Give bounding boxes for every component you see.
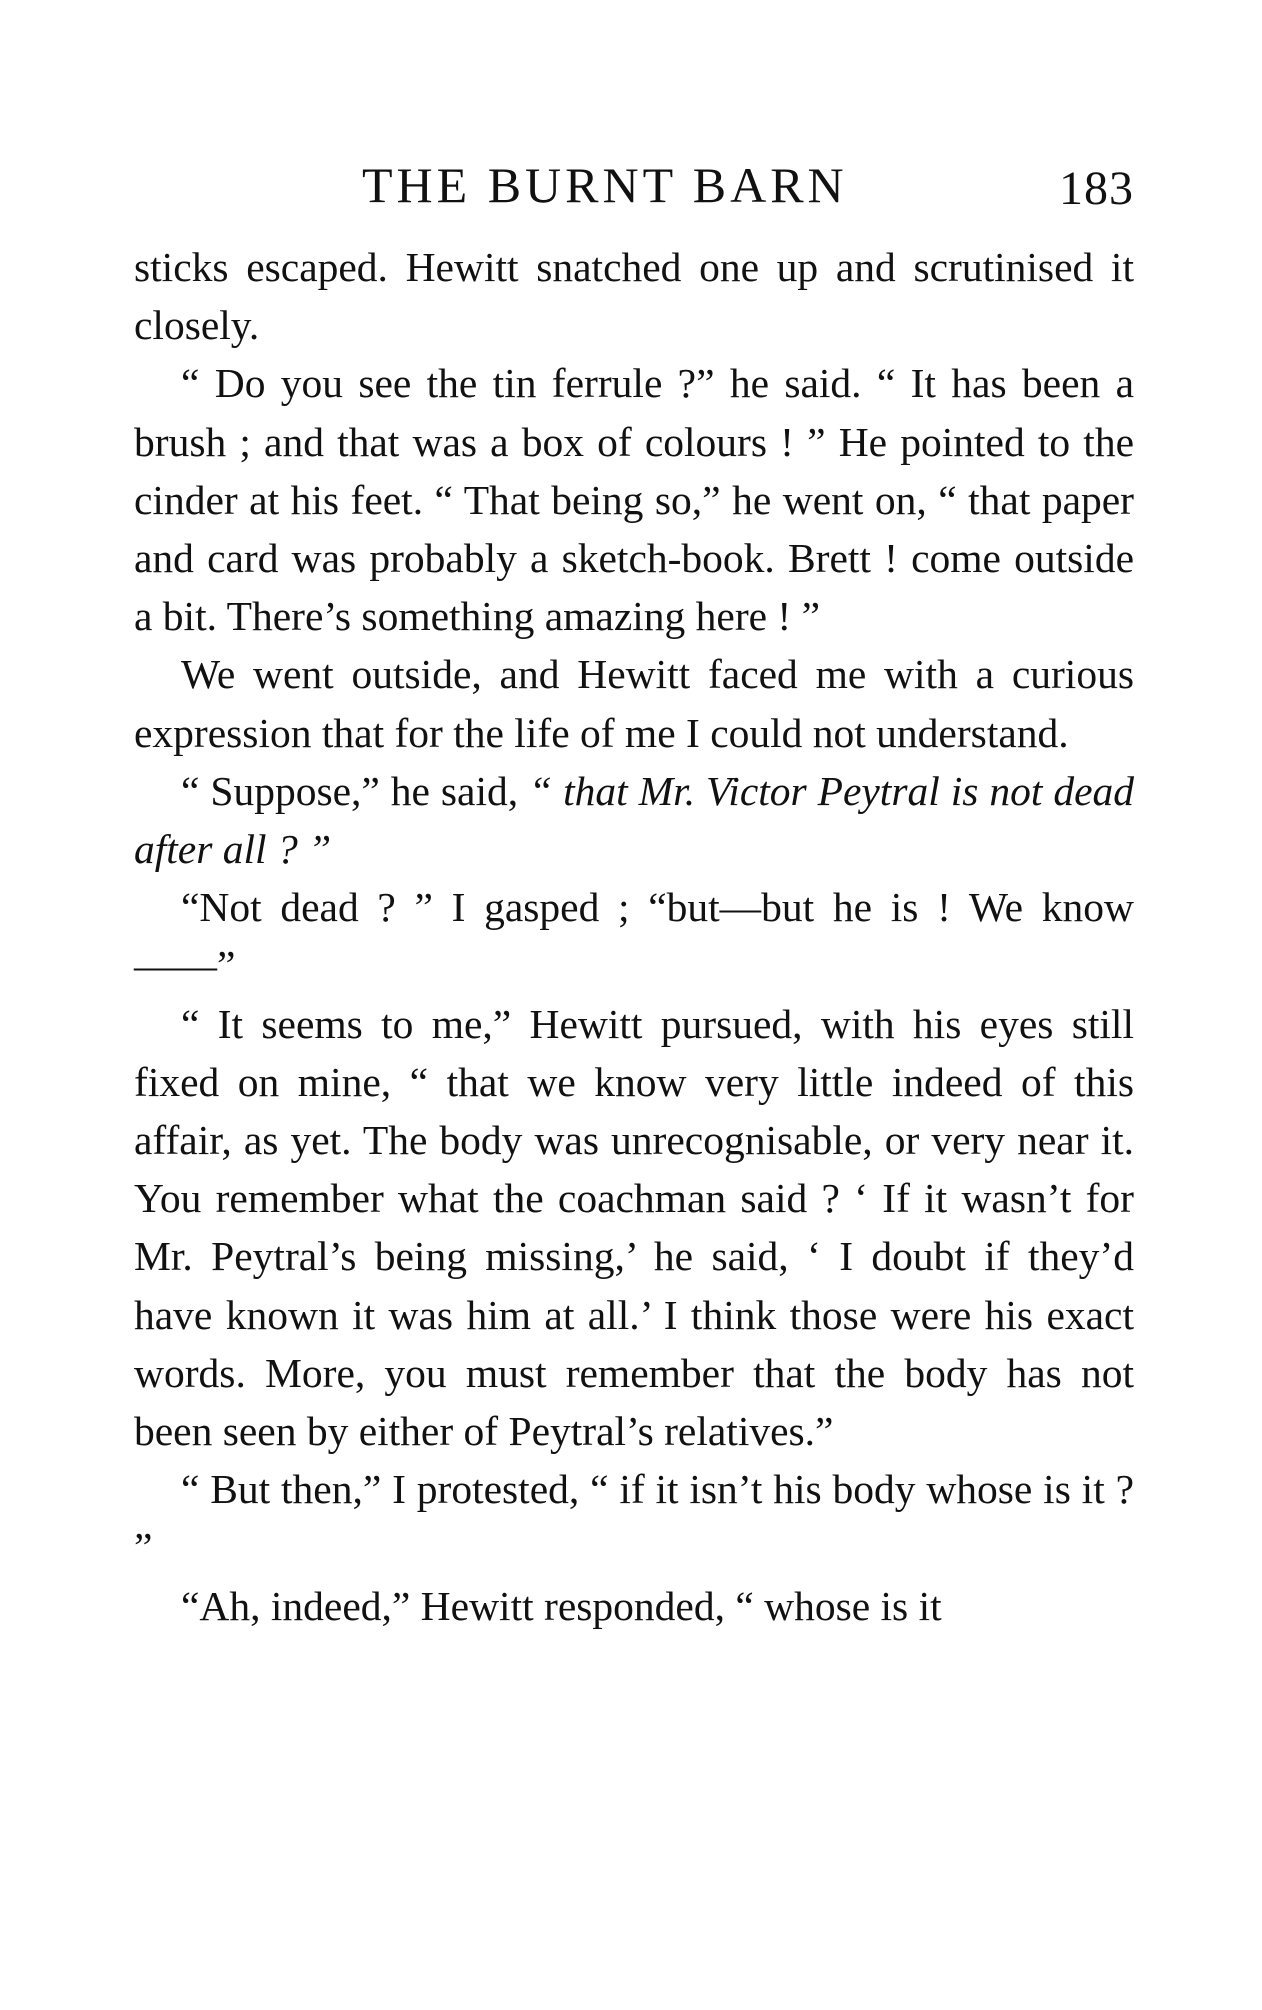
- paragraph: sticks escaped. Hewitt snatched one up and scrutinised it closely.: [134, 244, 1134, 349]
- paragraph: “ But then,” I protested, “ if it isn’t his body whose is it ? ”: [134, 1466, 1134, 1571]
- paragraph: [134, 762, 1134, 878]
- page-number: 183: [1059, 162, 1134, 215]
- running-head: [134, 155, 1134, 215]
- running-title: THE BURNT BARN: [362, 157, 848, 213]
- paragraph: “Not dead ? ” I gasped ; “but—but he is ! We know——”: [134, 884, 1134, 989]
- paragraph: “ Do you see the tin ferrule ?” he said. “ It has been a brush ; and that was a box of colours ! ” He pointed to the cinder at his feet. “ That being so,” he went on, “ that paper and card was probably a sketch-book. Brett ! come outside a bit. There’s something amazing here ! ”: [134, 360, 1134, 640]
- paragraph: We went outside, and Hewitt faced me with a curious expression that for the life of me I could not understand.: [134, 651, 1134, 756]
- body-text: [134, 238, 1134, 1635]
- paragraph: “ It seems to me,” Hewitt pursued, with his eyes still fixed on mine, “ that we know very little indeed of this affair, as yet. The body was unrecognisable, or very near it. You remember what the coachman said ? ‘ If it wasn’t for Mr. Peytral’s being missing,’ he said, ‘ I doubt if they’d have known it was him at all.’ I think those were his exact words. More, you must remember that the body has not been seen by either of Peytral’s relatives.”: [134, 1000, 1134, 1455]
- paragraph-text: “ Suppose,” he said,: [181, 767, 530, 814]
- paragraph-italic-text: “ that Mr. Victor Peytral is not dead after all ? ”: [134, 767, 1134, 873]
- paragraph: “Ah, indeed,” Hewitt responded, “ whose is it: [181, 1582, 942, 1629]
